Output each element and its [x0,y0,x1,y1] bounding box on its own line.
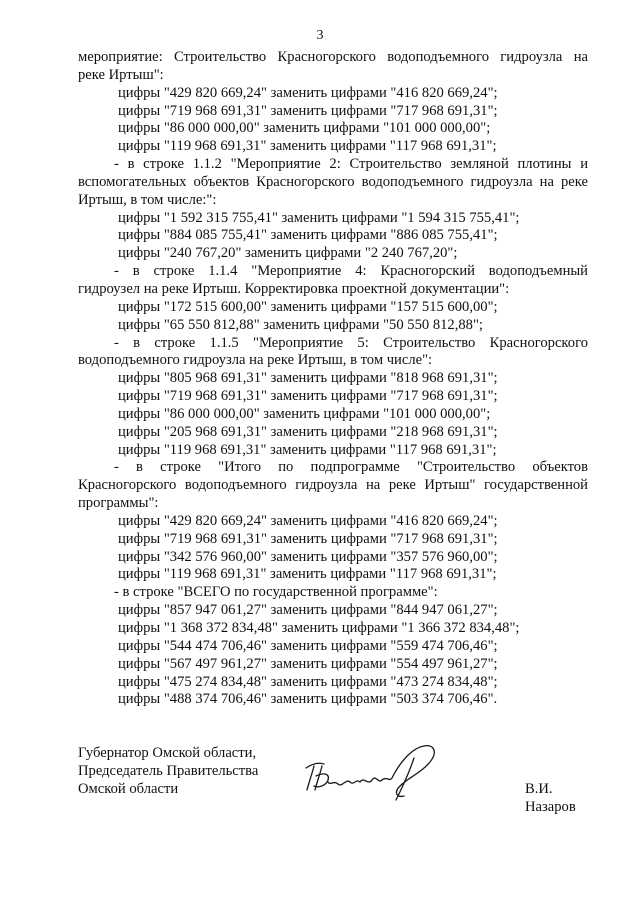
text-line: цифры "719 968 691,31" заменить цифрами "717 968 691,31"; [118,530,498,547]
signatory-title-line-2: Председатель Правительства [78,763,259,779]
text-line: - в строке 1.1.4 "Мероприятие 4: Красногорский водоподъемный [114,263,588,280]
page-number: 3 [316,28,324,43]
signatory-title-line-3: Омской области [78,781,179,797]
text-line: цифры "65 550 812,88" заменить цифрами "50 550 812,88"; [118,316,483,333]
text-line: цифры "719 968 691,31" заменить цифрами "717 968 691,31"; [118,388,498,405]
text-line: водоподъемного гидроузла на реке Иртыш, в том числе": [78,352,433,369]
text-line: цифры "429 820 669,24" заменить цифрами "416 820 669,24"; [118,84,498,101]
text-line: цифры "119 968 691,31" заменить цифрами "117 968 691,31"; [118,441,497,458]
text-line: цифры "719 968 691,31" заменить цифрами "717 968 691,31"; [118,102,498,119]
text-line: цифры "475 274 834,48" заменить цифрами "473 274 834,48"; [118,673,498,690]
text-line: цифры "1 592 315 755,41" заменить цифрами "1 594 315 755,41"; [118,209,520,226]
text-line: цифры "544 474 706,46" заменить цифрами "559 474 706,46"; [118,637,498,654]
document-body [78,49,588,709]
text-line: Красногорского водоподъемного гидроузла на реке Иртыш" государственной [78,477,588,494]
text-line: реке Иртыш": [78,66,164,83]
text-line: цифры "240 767,20" заменить цифрами "2 240 767,20"; [118,245,458,262]
text-line: - в строке "ВСЕГО по государственной программе": [114,584,438,601]
text-line: - в строке 1.1.2 "Мероприятие 2: Строительство земляной плотины и [114,156,588,173]
text-line: цифры "119 968 691,31" заменить цифрами "117 968 691,31"; [118,566,497,583]
text-line: Иртыш, в том числе:": [78,191,217,208]
text-line: цифры "805 968 691,31" заменить цифрами "818 968 691,31"; [118,370,498,387]
text-line: цифры "567 497 961,27" заменить цифрами "554 497 961,27"; [118,655,498,672]
text-line: - в строке "Итого по подпрограмме "Строительство объектов [114,459,588,476]
text-line: программы": [78,495,159,512]
text-line: цифры "488 374 706,46" заменить цифрами "503 374 706,46". [118,691,498,708]
text-line: цифры "86 000 000,00" заменить цифрами "101 000 000,00"; [118,405,491,422]
signatory-title-line-1: Губернатор Омской области, [78,745,257,761]
text-line: цифры "429 820 669,24" заменить цифрами "416 820 669,24"; [118,512,498,529]
text-line: цифры "342 576 960,00" заменить цифрами "357 576 960,00"; [118,548,498,565]
signature-block [78,744,598,814]
text-line: цифры "119 968 691,31" заменить цифрами "117 968 691,31"; [118,138,497,155]
text-line: - в строке 1.1.5 "Мероприятие 5: Строительство Красногорского [114,334,588,351]
handwritten-signature [300,740,450,808]
text-line: мероприятие: Строительство Красногорского водоподъемного гидроузла на [78,49,588,65]
text-line: гидроузел на реке Иртыш. Корректировка проектной документации": [78,280,510,297]
text-line: цифры "172 515 600,00" заменить цифрами "157 515 600,00"; [118,298,498,315]
signatory-name: В.И. Назаров [525,781,576,815]
text-line: цифры "857 947 061,27" заменить цифрами "844 947 061,27"; [118,602,498,619]
text-line: вспомогательных объектов Красногорского водоподъемного гидроузла на реке [78,173,588,190]
text-line: цифры "1 368 372 834,48" заменить цифрами "1 366 372 834,48"; [118,620,520,636]
text-line: цифры "884 085 755,41" заменить цифрами "886 085 755,41"; [118,227,498,244]
text-line: цифры "205 968 691,31" заменить цифрами "218 968 691,31"; [118,423,498,440]
text-line: цифры "86 000 000,00" заменить цифрами "101 000 000,00"; [118,120,491,137]
